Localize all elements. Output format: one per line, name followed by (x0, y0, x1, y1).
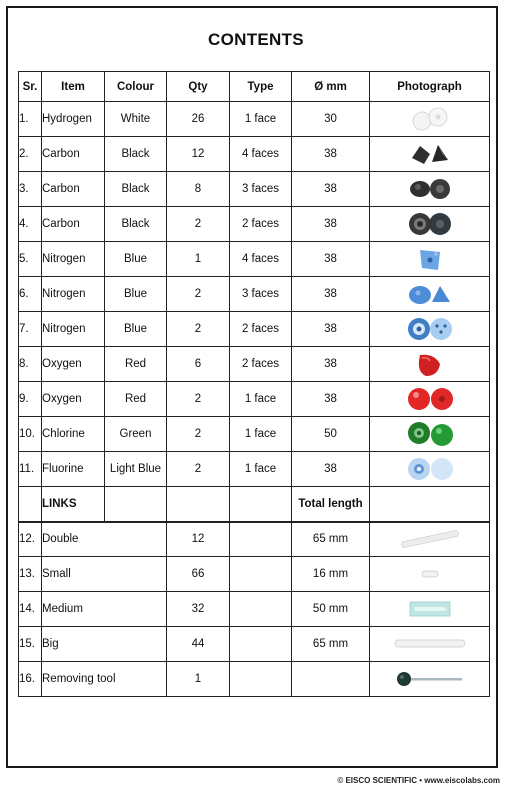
oxygen-2-face-photo (400, 350, 460, 378)
empty-cell (230, 592, 292, 627)
double-link-photo (395, 527, 465, 551)
row-sr: 7. (19, 312, 42, 347)
nitrogen-4-face-photo (400, 244, 460, 274)
row-colour: Blue (105, 242, 167, 277)
row-item: Carbon (42, 207, 105, 242)
table-row (19, 137, 490, 172)
row-type: 3 faces (230, 172, 292, 207)
row-type: 2 faces (230, 207, 292, 242)
row-type: 1 face (230, 417, 292, 452)
row-qty: 2 (167, 382, 230, 417)
table-row (19, 417, 490, 452)
oxygen-1-face-photo (400, 385, 460, 413)
table-row (19, 382, 490, 417)
row-colour: Green (105, 417, 167, 452)
empty-cell (230, 662, 292, 697)
row-item: Big (42, 627, 167, 662)
row-sr: 1. (19, 102, 42, 137)
row-colour: Red (105, 382, 167, 417)
row-item: Carbon (42, 137, 105, 172)
hydrogen-atom-photo (400, 105, 460, 133)
row-type: 2 faces (230, 312, 292, 347)
row-type: 3 faces (230, 277, 292, 312)
row-sr: 3. (19, 172, 42, 207)
page-title: CONTENTS (208, 30, 304, 49)
table-row (19, 242, 490, 277)
row-sr: 10. (19, 417, 42, 452)
big-link-photo (392, 634, 468, 654)
row-qty: 1 (167, 242, 230, 277)
row-qty: 2 (167, 277, 230, 312)
row-length (292, 662, 370, 697)
fluorine-photo (400, 455, 460, 483)
row-photograph (370, 207, 490, 242)
row-sr: 6. (19, 277, 42, 312)
row-diameter: 38 (292, 172, 370, 207)
row-colour: Black (105, 207, 167, 242)
empty-cell (230, 557, 292, 592)
header-photograph: Photograph (370, 72, 490, 102)
row-sr: 9. (19, 382, 42, 417)
table-row (19, 557, 490, 592)
table-row (19, 277, 490, 312)
row-type: 1 face (230, 382, 292, 417)
row-photograph (370, 347, 490, 382)
row-colour: Red (105, 347, 167, 382)
row-length: 50 mm (292, 592, 370, 627)
table-row (19, 662, 490, 697)
row-colour: Black (105, 172, 167, 207)
row-diameter: 38 (292, 277, 370, 312)
row-sr: 4. (19, 207, 42, 242)
row-colour: Blue (105, 312, 167, 347)
row-item: Hydrogen (42, 102, 105, 137)
row-type: 2 faces (230, 347, 292, 382)
table-row (19, 627, 490, 662)
row-sr: 15. (19, 627, 42, 662)
chlorine-photo (400, 419, 460, 449)
row-diameter: 38 (292, 137, 370, 172)
row-item: Small (42, 557, 167, 592)
row-qty: 12 (167, 522, 230, 557)
row-sr: 5. (19, 242, 42, 277)
row-photograph (370, 592, 490, 627)
row-qty: 12 (167, 137, 230, 172)
carbon-2-face-photo (400, 210, 460, 238)
small-link-photo (400, 564, 460, 584)
table-row (19, 312, 490, 347)
row-diameter: 38 (292, 207, 370, 242)
table-row (19, 207, 490, 242)
row-item: Carbon (42, 172, 105, 207)
row-photograph (370, 137, 490, 172)
carbon-4-face-photo (400, 140, 460, 168)
row-length: 65 mm (292, 627, 370, 662)
row-photograph (370, 557, 490, 592)
row-sr: 11. (19, 452, 42, 487)
table-row (19, 452, 490, 487)
contents-table (18, 71, 490, 697)
row-type: 1 face (230, 102, 292, 137)
table-row (19, 522, 490, 557)
row-item: Nitrogen (42, 242, 105, 277)
row-diameter: 38 (292, 347, 370, 382)
row-photograph (370, 102, 490, 137)
row-item: Fluorine (42, 452, 105, 487)
table-header-row (19, 72, 490, 102)
row-qty: 2 (167, 312, 230, 347)
row-diameter: 38 (292, 312, 370, 347)
row-photograph (370, 312, 490, 347)
row-qty: 2 (167, 417, 230, 452)
row-sr: 12. (19, 522, 42, 557)
row-photograph (370, 452, 490, 487)
empty-cell (370, 487, 490, 522)
row-sr: 16. (19, 662, 42, 697)
medium-link-photo (400, 597, 460, 621)
empty-cell (167, 487, 230, 522)
empty-cell (230, 487, 292, 522)
row-colour: Black (105, 137, 167, 172)
row-item: Removing tool (42, 662, 167, 697)
links-heading: LINKS (42, 487, 105, 522)
row-photograph (370, 522, 490, 557)
row-diameter: 38 (292, 382, 370, 417)
row-diameter: 38 (292, 452, 370, 487)
nitrogen-2-face-photo (400, 315, 460, 343)
carbon-3-face-photo (400, 175, 460, 203)
header-diameter: Ø mm (292, 72, 370, 102)
footer-credit: © EISCO SCIENTIFIC • www.eiscolabs.com (337, 776, 500, 785)
row-item: Oxygen (42, 382, 105, 417)
table-row (19, 347, 490, 382)
row-type: 1 face (230, 452, 292, 487)
row-qty: 66 (167, 557, 230, 592)
row-photograph (370, 417, 490, 452)
row-diameter: 50 (292, 417, 370, 452)
row-diameter: 38 (292, 242, 370, 277)
row-diameter: 30 (292, 102, 370, 137)
row-length: 16 mm (292, 557, 370, 592)
row-length: 65 mm (292, 522, 370, 557)
row-item: Oxygen (42, 347, 105, 382)
removing-tool-photo (392, 667, 468, 691)
total-length-heading: Total length (292, 487, 370, 522)
row-qty: 26 (167, 102, 230, 137)
header-qty: Qty (167, 72, 230, 102)
nitrogen-3-face-photo (400, 280, 460, 308)
row-sr: 14. (19, 592, 42, 627)
row-photograph (370, 627, 490, 662)
row-qty: 32 (167, 592, 230, 627)
header-item: Item (42, 72, 105, 102)
empty-cell (230, 522, 292, 557)
row-qty: 8 (167, 172, 230, 207)
row-photograph (370, 382, 490, 417)
table-row (19, 172, 490, 207)
row-type: 4 faces (230, 137, 292, 172)
table-row (19, 102, 490, 137)
row-item: Double (42, 522, 167, 557)
row-sr-empty (19, 487, 42, 522)
row-qty: 2 (167, 207, 230, 242)
empty-cell (230, 627, 292, 662)
header-sr: Sr. (19, 72, 42, 102)
row-item: Nitrogen (42, 312, 105, 347)
row-sr: 2. (19, 137, 42, 172)
row-photograph (370, 242, 490, 277)
table-row (19, 592, 490, 627)
row-item: Nitrogen (42, 277, 105, 312)
row-photograph (370, 172, 490, 207)
row-type: 4 faces (230, 242, 292, 277)
header-colour: Colour (105, 72, 167, 102)
row-photograph (370, 277, 490, 312)
row-item: Medium (42, 592, 167, 627)
row-qty: 1 (167, 662, 230, 697)
row-qty: 2 (167, 452, 230, 487)
row-colour: White (105, 102, 167, 137)
row-sr: 8. (19, 347, 42, 382)
row-photograph (370, 662, 490, 697)
links-header-row (19, 487, 490, 522)
header-type: Type (230, 72, 292, 102)
row-item: Chlorine (42, 417, 105, 452)
row-colour: Blue (105, 277, 167, 312)
row-qty: 44 (167, 627, 230, 662)
empty-cell (105, 487, 167, 522)
row-qty: 6 (167, 347, 230, 382)
row-colour: Light Blue (105, 452, 167, 487)
row-sr: 13. (19, 557, 42, 592)
